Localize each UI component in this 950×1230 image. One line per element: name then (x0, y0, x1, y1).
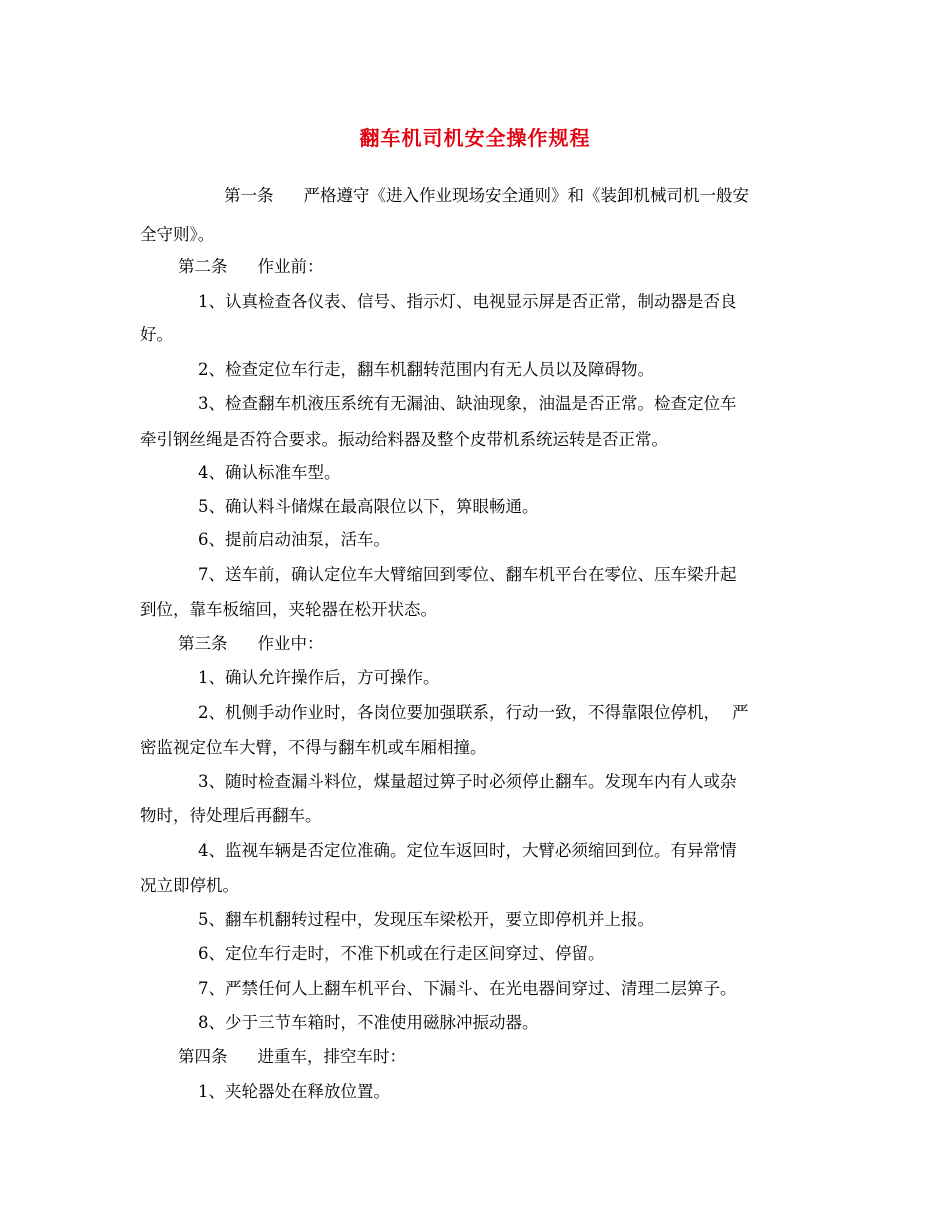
article-3-item-4-line-2: 况立即停机。 (140, 876, 239, 895)
article-3-heading: 第三条 (178, 634, 228, 653)
article-2-item-4: 4、确认标准车型。 (198, 463, 341, 482)
article-3-item-5: 5、翻车机翻转过程中，发现压车梁松开，要立即停机并上报。 (198, 910, 654, 929)
article-1-line-2 (140, 225, 214, 245)
article-2-item-6: 6、提前启动油泵，活车。 (198, 530, 390, 549)
article-2-item-3-line-2: 牵引钢丝绳是否符合要求。振动给料器及整个皮带机系统运转是否正常。 (140, 430, 668, 449)
article-2-item-5: 5、确认料斗储煤在最高限位以下，箅眼畅通。 (198, 497, 539, 516)
article-4-heading-line (178, 1047, 406, 1067)
article-2-heading: 第二条 (178, 257, 228, 276)
article-2-item-1-line-2: 好。 (140, 325, 173, 344)
article-3-item-6: 6、定位车行走时，不准下机或在行走区间穿过、停留。 (198, 944, 605, 963)
article-4-subtitle: 进重车，排空车时： (257, 1047, 406, 1066)
article-3-item-3-line-2: 物时，待处理后再翻车。 (140, 806, 322, 825)
article-2-heading-line (178, 257, 324, 277)
article-3-item-2-text: 2、机侧手动作业时，各岗位要加强联系，行动一致，不得靠限位停机， (198, 703, 720, 722)
article-3-item-1: 1、确认允许操作后，方可操作。 (198, 668, 440, 687)
article-3-item-2-tail: 严 (732, 703, 749, 722)
article-1-text-2: 全守则》。 (140, 225, 215, 244)
article-4-item-1: 1、夹轮器处在释放位置。 (198, 1082, 390, 1101)
article-3-item-2-line-1 (198, 703, 749, 723)
article-3-item-3-line-1: 3、随时检查漏斗料位，煤量超过箅子时必须停止翻车。发现车内有人或杂 (198, 772, 737, 791)
article-3-heading-line (178, 634, 324, 654)
article-2-item-2: 2、检查定位车行走，翻车机翻转范围内有无人员以及障碍物。 (198, 360, 654, 379)
article-1-text-1: 严格遵守《进入作业现场安全通则》和《装卸机械司机一般安 (303, 186, 749, 205)
article-2-item-3-line-1: 3、检查翻车机液压系统有无漏油、缺油现象，油温是否正常。检查定位车 (198, 394, 737, 413)
article-4-heading: 第四条 (178, 1047, 228, 1066)
article-3-item-8: 8、少于三节车箱时，不准使用磁脉冲振动器。 (198, 1013, 539, 1032)
article-3-item-4-line-1: 4、监视车辆是否定位准确。定位车返回时，大臂必须缩回到位。有异常情 (198, 841, 737, 860)
article-3-item-2-line-2: 密监视定位车大臂，不得与翻车机或车厢相撞。 (140, 738, 487, 757)
article-3-item-7: 7、严禁任何人上翻车机平台、下漏斗、在光电器间穿过、清理二层箅子。 (198, 979, 737, 998)
article-1-line-1 (224, 186, 749, 206)
article-3-subtitle: 作业中： (257, 634, 324, 653)
article-2-item-7-line-2: 到位，靠车板缩回，夹轮器在松开状态。 (140, 600, 437, 619)
article-2-item-1-line-1: 1、认真检查各仪表、信号、指示灯、电视显示屏是否正常，制动器是否良 (198, 292, 737, 311)
article-1-heading: 第一条 (224, 186, 274, 205)
article-2-subtitle: 作业前： (257, 257, 324, 276)
article-2-item-7-line-1: 7、送车前，确认定位车大臂缩回到零位、翻车机平台在零位、压车梁升起 (198, 565, 737, 584)
document-title: 翻车机司机安全操作规程 (359, 126, 591, 150)
